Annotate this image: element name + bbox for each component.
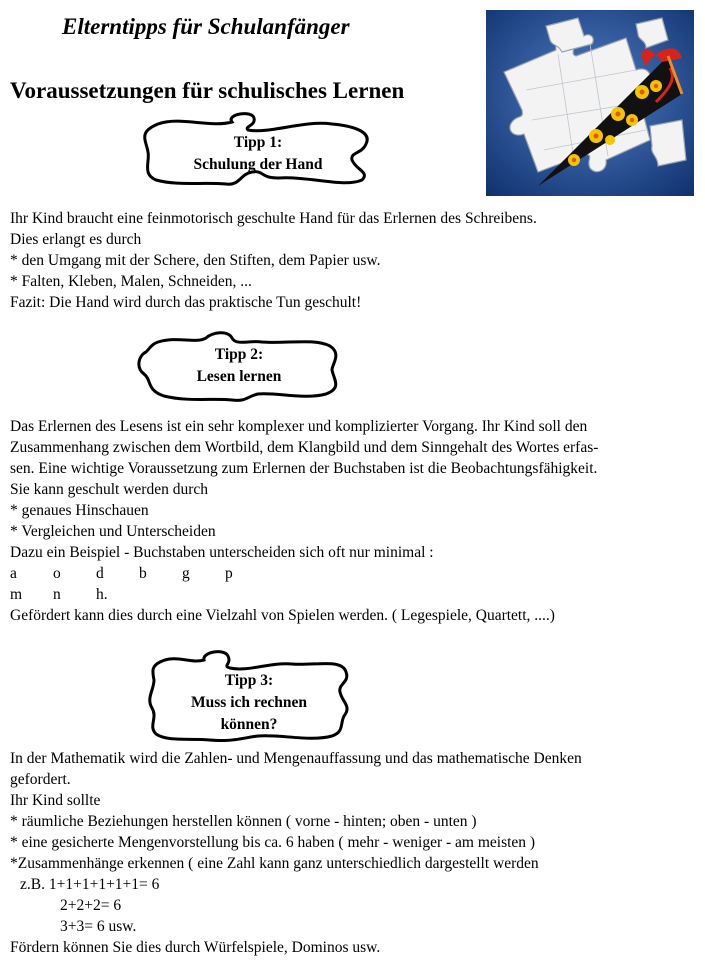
- tip1-heading: Schulung der Hand: [193, 156, 323, 173]
- letter: m: [10, 586, 23, 603]
- letter: o: [53, 565, 61, 582]
- tip2-line: * genaues Hinschauen: [10, 502, 149, 519]
- tip3-line: gefordert.: [10, 771, 71, 788]
- tip3-heading: Muss ich rechnen: [191, 694, 307, 711]
- tip3-example: 2+2+2= 6: [60, 897, 122, 914]
- tip3-line: *Zusammenhänge erkennen ( eine Zahl kann ganz unterschiedlich dargestellt werden: [10, 855, 539, 872]
- tip3-example: 3+3= 6 usw.: [60, 918, 137, 935]
- letter: g: [182, 565, 190, 582]
- letter: b: [139, 565, 147, 582]
- letter: p: [225, 565, 233, 582]
- tip1-number: Tipp 1:: [233, 134, 283, 151]
- tip3-number: Tipp 3:: [224, 672, 274, 689]
- tip2-heading: Lesen lernen: [196, 368, 282, 385]
- tip1-text: [10, 208, 537, 313]
- tip2-line: sen. Eine wichtige Voraussetzung zum Erlernen der Buchstaben ist die Beobachtungsfähigkeit.: [10, 460, 598, 477]
- tip3-heading-cont: können?: [220, 716, 278, 733]
- letter-example-row-1: [10, 563, 598, 584]
- tip1-line: * Falten, Kleben, Malen, Schneiden, ...: [10, 273, 252, 290]
- tip2-text: [10, 416, 598, 626]
- tip2-number: Tipp 2:: [214, 346, 264, 363]
- tip2-line: Dazu ein Beispiel - Buchstaben unterscheiden sich oft nur minimal :: [10, 544, 434, 561]
- tip3-line: In der Mathematik wird die Zahlen- und Mengenauffassung und das mathematische Denken: [10, 750, 582, 767]
- tip3-line: * eine gesicherte Mengenvorstellung bis ca. 6 haben ( mehr - weniger - am meisten ): [10, 834, 536, 851]
- tip3-line: Ihr Kind sollte: [10, 792, 101, 809]
- tip1-line: Fazit: Die Hand wird durch das praktische Tun geschult!: [10, 294, 362, 311]
- tip2-puzzle-label: [136, 330, 342, 402]
- page-title: Elterntipps für Schulanfänger: [62, 14, 350, 39]
- page-subtitle: Voraussetzungen für schulisches Lernen: [10, 78, 405, 103]
- tip1-line: Dies erlangt es durch: [10, 231, 142, 248]
- school-cone-puzzle-illustration: [486, 10, 694, 196]
- letter: n: [53, 586, 61, 603]
- tip2-line: Zusammenhang zwischen dem Wortbild, dem Klangbild und dem Sinngehalt des Wortes erfas-: [10, 439, 599, 456]
- tip2-line: Sie kann geschult werden durch: [10, 481, 208, 498]
- tip1-line: * den Umgang mit der Schere, den Stiften, dem Papier usw.: [10, 252, 381, 269]
- tip1-puzzle-label: [140, 112, 376, 188]
- tip2-line: Das Erlernen des Lesens ist ein sehr komplexer und komplizierter Vorgang. Ihr Kind soll den: [10, 418, 588, 435]
- tip3-example: z.B. 1+1+1+1+1+1= 6: [20, 876, 160, 893]
- tip1-line: Ihr Kind braucht eine feinmotorisch geschulte Hand für das Erlernen des Schreibens.: [10, 210, 537, 227]
- tip3-puzzle-label: [146, 650, 352, 742]
- letter: d: [96, 565, 104, 582]
- tip3-closing: Fördern können Sie dies durch Würfelspiele, Dominos usw.: [10, 939, 381, 956]
- tip3-line: * räumliche Beziehungen herstellen können ( vorne - hinten; oben - unten ): [10, 813, 477, 830]
- tip2-line: * Vergleichen und Unterscheiden: [10, 523, 216, 540]
- letter-example-row-2: [10, 584, 598, 605]
- tip2-closing: Gefördert kann dies durch eine Vielzahl von Spielen werden. ( Legespiele, Quartett, ....): [10, 607, 555, 624]
- letter: a: [10, 565, 17, 582]
- letter: h.: [96, 586, 108, 603]
- tip3-text: [10, 748, 582, 958]
